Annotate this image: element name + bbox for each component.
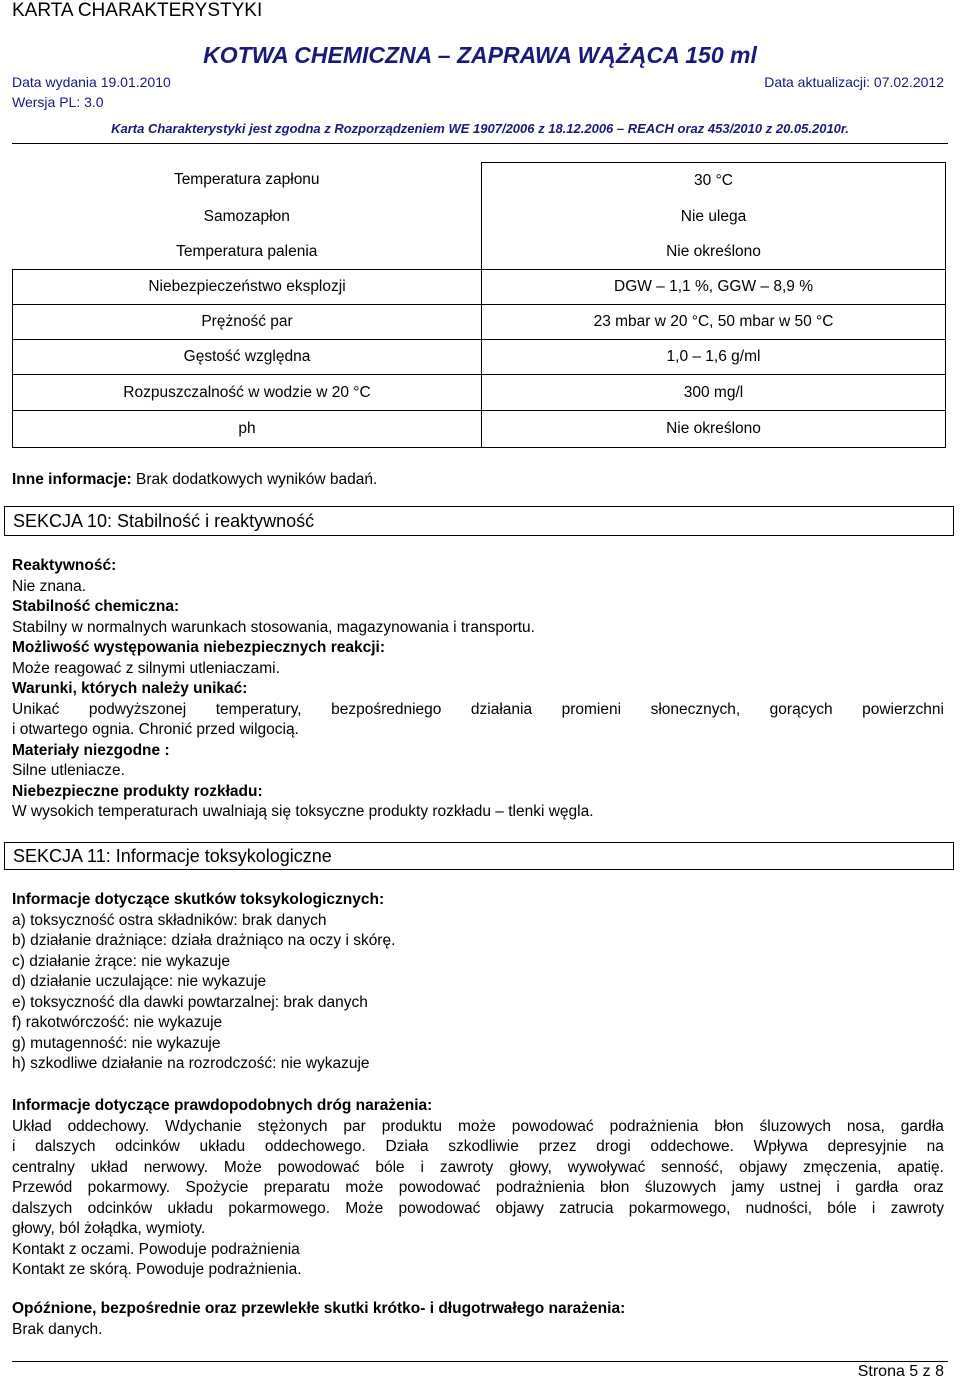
property-value: 23 mbar w 20 °C, 50 mbar w 50 °C	[482, 305, 946, 340]
table-row	[13, 411, 946, 448]
section-11-routes	[12, 1096, 944, 1281]
section-11-title: SEKCJA 11: Informacje toksykologiczne	[13, 846, 332, 866]
exposure-routes-line: centralny układ nerwowy. Może powodować bóle i zawroty głowy, wywoływać senność, objawy zmęczenia, apatię.	[12, 1158, 944, 1176]
update-date: Data aktualizacji: 07.02.2012	[764, 74, 944, 90]
property-value: 30 °C	[482, 163, 946, 200]
header-divider	[12, 143, 948, 144]
incompatible-materials-text: Silne utleniacze.	[12, 762, 125, 779]
exposure-routes-label: Informacje dotyczące prawdopodobnych dróg narażenia:	[12, 1097, 433, 1114]
property-value: DGW – 1,1 %, GGW – 8,9 %	[482, 270, 946, 305]
other-info-text: Brak dodatkowych wyników badań.	[131, 471, 378, 488]
table-row	[13, 305, 946, 340]
exposure-routes-line: Przewód pokarmowy. Spożycie preparatu może powodować podrażnienia błon śluzowych jamy ustnej i gardła oraz	[12, 1179, 944, 1196]
exposure-routes-line: Kontakt z oczami. Powoduje podrażnienia	[12, 1240, 300, 1258]
tox-effect-item: b) działanie drażniące: działa drażniąco na oczy i skórę.	[12, 932, 396, 949]
tox-effect-item: d) działanie uczulające: nie wykazuje	[12, 973, 267, 990]
property-label: Gęstość względna	[13, 340, 482, 375]
exposure-routes-line: dalszych odcinków układu pokarmowego. Może powodować objawy zatrucia pokarmowego, nudności, bóle i zawroty	[12, 1199, 944, 1217]
table-row	[13, 375, 946, 411]
table-row	[13, 163, 946, 200]
property-label: Temperatura palenia	[176, 242, 318, 260]
table-row	[13, 235, 946, 270]
tox-effect-item: f) rakotwórczość: nie wykazuje	[12, 1014, 223, 1031]
delayed-effects-text: Brak danych.	[12, 1320, 103, 1338]
conditions-text-line: Unikać podwyższonej temperatury, bezpośredniego działania promieni słonecznych, gorących powierzchni	[12, 700, 944, 718]
table-row	[13, 340, 946, 375]
property-label: Temperatura zapłonu	[173, 170, 320, 188]
delayed-effects-label: Opóźnione, bezpośrednie oraz przewlekłe skutki krótko- i długotrwałego narażenia:	[12, 1300, 626, 1317]
reactivity-label: Reaktywność:	[12, 557, 117, 574]
version-label: Wersja PL: 3.0	[12, 94, 104, 110]
exposure-routes-line: głowy, ból żołądka, wymioty.	[12, 1220, 206, 1237]
product-title: KOTWA CHEMICZNA – ZAPRAWA WĄŻĄCA 150 ml	[203, 42, 757, 68]
property-value: Nie określono	[482, 411, 946, 448]
property-label: Rozpuszczalność w wodzie w 20 °C	[13, 375, 482, 411]
section-10-heading	[4, 506, 954, 536]
section-11-heading	[4, 842, 954, 870]
decomposition-products-label: Niebezpieczne produkty rozkładu:	[12, 782, 263, 800]
property-label: Samozapłon	[203, 208, 290, 225]
reactivity-text: Nie znana.	[12, 577, 87, 595]
property-label: Prężność par	[13, 305, 482, 340]
footer-divider	[12, 1361, 948, 1362]
property-value: Nie ulega	[482, 200, 946, 235]
section-10-body	[12, 556, 944, 823]
tox-effect-item: h) szkodliwe działanie na rozrodczość: nie wykazuje	[12, 1055, 370, 1072]
issue-date: Data wydania 19.01.2010	[12, 74, 171, 90]
property-label: ph	[13, 411, 482, 448]
exposure-routes-line: Kontakt ze skórą. Powoduje podrażnienia.	[12, 1261, 302, 1278]
other-info-label: Inne informacje:	[12, 471, 132, 488]
stability-text: Stabilny w normalnych warunkach stosowania, magazynowania i transportu.	[12, 618, 535, 636]
tox-effect-item: a) toksyczność ostra składników: brak danych	[12, 911, 327, 929]
conditions-label: Warunki, których należy unikać:	[12, 680, 248, 697]
property-value: Nie określono	[482, 235, 946, 270]
tox-effects-label: Informacje dotyczące skutków toksykologicznych:	[12, 891, 385, 908]
decomposition-products-text: W wysokich temperaturach uwalniają się toksyczne produkty rozkładu – tlenki węgla.	[12, 803, 594, 820]
section-11-effects	[12, 890, 944, 1075]
regulation-note: Karta Charakterystyki jest zgodna z Rozporządzeniem WE 1907/2006 z 18.12.2006 – REACH oraz 453/2010 z 20.05.2010r.	[111, 121, 849, 136]
table-row	[13, 270, 946, 305]
property-label: Niebezpieczeństwo eksplozji	[13, 270, 482, 305]
exposure-routes-line: Układ oddechowy. Wdychanie stężonych par produktu może powodować podrażnienia błon śluzowych nosa, gardła	[12, 1117, 944, 1135]
hazardous-reactions-text: Może reagować z silnymi utleniaczami.	[12, 659, 280, 677]
section-10-title: SEKCJA 10: Stabilność i reaktywność	[13, 511, 315, 531]
section-11-delayed	[12, 1299, 944, 1340]
table-row	[13, 200, 946, 235]
incompatible-materials-label: Materiały niezgodne :	[12, 741, 170, 759]
stability-label: Stabilność chemiczna:	[12, 598, 180, 615]
property-value: 300 mg/l	[482, 375, 946, 411]
property-value: 1,0 – 1,6 g/ml	[482, 340, 946, 375]
exposure-routes-line: i dalszych odcinków układu oddechowego. Działa szkodliwie przez drogi oddechowe. Wpływa depresyjnie na	[12, 1138, 944, 1155]
hazardous-reactions-label: Możliwość występowania niebezpiecznych reakcji:	[12, 639, 385, 656]
tox-effect-item: e) toksyczność dla dawki powtarzalnej: brak danych	[12, 993, 368, 1011]
properties-table	[12, 162, 946, 448]
tox-effect-item: c) działanie żrące: nie wykazuje	[12, 952, 230, 970]
other-info	[12, 470, 944, 491]
document-type-label: KARTA CHARAKTERYSTYKI	[12, 0, 263, 21]
page-number: Strona 5 z 8	[857, 1363, 944, 1380]
tox-effect-item: g) mutagenność: nie wykazuje	[12, 1034, 221, 1052]
conditions-text-line: i otwartego ognia. Chronić przed wilgocią.	[12, 721, 299, 738]
